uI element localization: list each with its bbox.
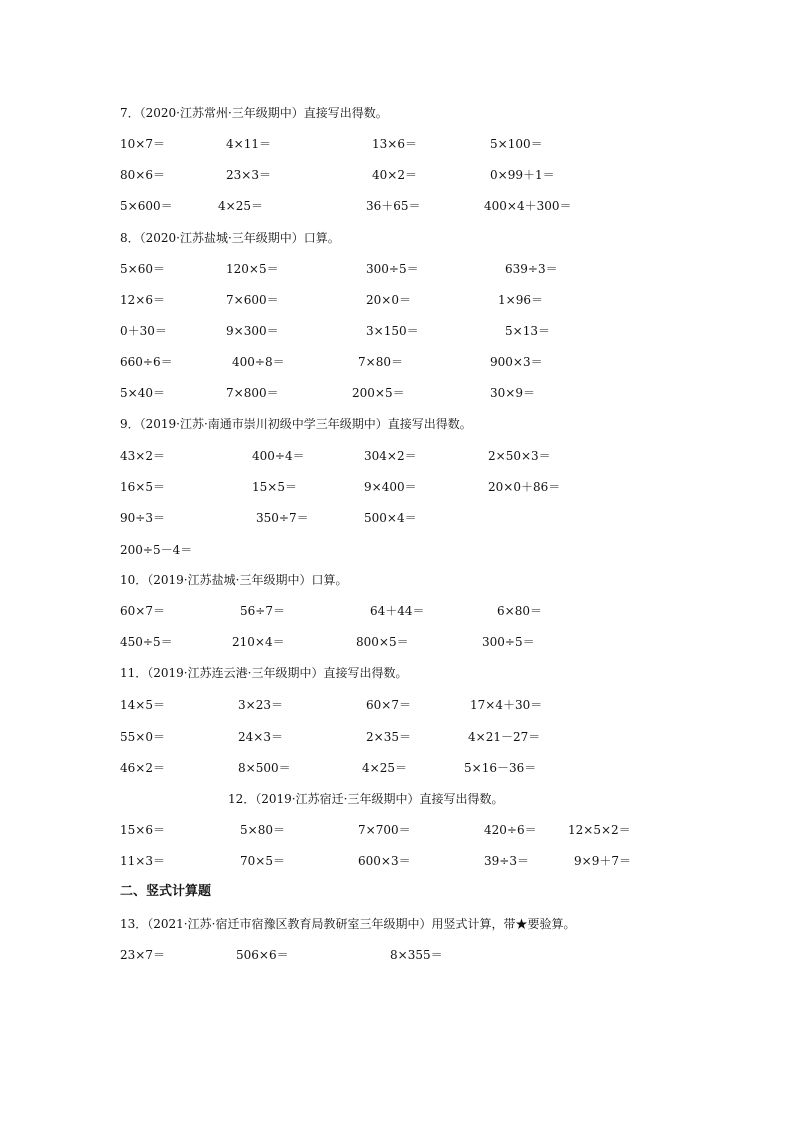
- problem: 4×21－27＝: [468, 730, 541, 744]
- problem: 4×25＝: [362, 761, 407, 775]
- problem: 9×400＝: [364, 480, 417, 494]
- problem: 14×5＝: [120, 698, 165, 712]
- problem: 300÷5＝: [366, 262, 419, 276]
- problem: 15×5＝: [252, 480, 297, 494]
- problem: 639÷3＝: [505, 262, 558, 276]
- question-9-heading: 9．（2019·江苏·南通市崇川初级中学三年级期中）直接写出得数。: [120, 417, 472, 431]
- problem: 7×600＝: [226, 293, 279, 307]
- problem: 120×5＝: [226, 262, 279, 276]
- problem: 400÷4＝: [252, 449, 305, 463]
- problem: 15×6＝: [120, 823, 165, 837]
- problem: 30×9＝: [490, 386, 535, 400]
- problem: 900×3＝: [490, 355, 543, 369]
- problem: 13×6＝: [372, 137, 417, 151]
- problem: 304×2＝: [364, 449, 417, 463]
- problem: 9×9＋7＝: [574, 854, 631, 868]
- problem: 60×7＝: [366, 698, 411, 712]
- problem: 56÷7＝: [240, 604, 285, 618]
- problem: 420÷6＝: [484, 823, 537, 837]
- problem: 5×600＝: [120, 199, 173, 213]
- problem: 12×6＝: [120, 293, 165, 307]
- problem: 5×80＝: [240, 823, 285, 837]
- problem: 200×5＝: [352, 386, 405, 400]
- problem: 7×700＝: [358, 823, 411, 837]
- problem: 55×0＝: [120, 730, 165, 744]
- problem: 10×7＝: [120, 137, 165, 151]
- problem: 5×13＝: [505, 324, 550, 338]
- problem: 7×800＝: [226, 386, 279, 400]
- problem: 24×3＝: [238, 730, 283, 744]
- problem: 90÷3＝: [120, 511, 165, 525]
- problem: 64＋44＝: [370, 604, 425, 618]
- problem: 3×23＝: [238, 698, 283, 712]
- problem: 43×2＝: [120, 449, 165, 463]
- problem: 300÷5＝: [482, 635, 535, 649]
- problem: 0＋30＝: [120, 324, 167, 338]
- problem: 600×3＝: [358, 854, 411, 868]
- problem: 1×96＝: [498, 293, 543, 307]
- problem: 70×5＝: [240, 854, 285, 868]
- problem: 23×3＝: [226, 168, 271, 182]
- problem: 506×6＝: [236, 948, 289, 962]
- problem: 20×0＝: [366, 293, 411, 307]
- problem: 36＋65＝: [366, 199, 421, 213]
- problem: 40×2＝: [372, 168, 417, 182]
- problem: 4×11＝: [226, 137, 271, 151]
- problem: 23×7＝: [120, 948, 165, 962]
- problem: 7×80＝: [358, 355, 403, 369]
- problem: 39÷3＝: [484, 854, 529, 868]
- problem: 2×35＝: [366, 730, 411, 744]
- problem: 200÷5－4＝: [120, 543, 193, 557]
- problem: 4×25＝: [218, 199, 263, 213]
- problem: 660÷6＝: [120, 355, 173, 369]
- problem: 46×2＝: [120, 761, 165, 775]
- problem: 400×4＋300＝: [484, 199, 572, 213]
- problem: 80×6＝: [120, 168, 165, 182]
- problem: 6×80＝: [497, 604, 542, 618]
- problem: 5×60＝: [120, 262, 165, 276]
- question-13-heading: 13．（2021·江苏·宿迁市宿豫区教育局教研室三年级期中）用竖式计算，带★要验算。: [120, 917, 576, 931]
- problem: 20×0＋86＝: [488, 480, 561, 494]
- section-title: 二、竖式计算题: [120, 884, 212, 899]
- question-12-heading: 12．（2019·江苏宿迁·三年级期中）直接写出得数。: [228, 792, 504, 806]
- question-11-heading: 11．（2019·江苏连云港·三年级期中）直接写出得数。: [120, 666, 408, 680]
- problem: 17×4＋30＝: [470, 698, 543, 712]
- problem: 210×4＝: [232, 635, 285, 649]
- problem: 0×99＋1＝: [490, 168, 555, 182]
- problem: 5×100＝: [490, 137, 543, 151]
- problem: 5×40＝: [120, 386, 165, 400]
- problem: 60×7＝: [120, 604, 165, 618]
- question-10-heading: 10．（2019·江苏盐城·三年级期中）口算。: [120, 573, 348, 587]
- problem: 450÷5＝: [120, 635, 173, 649]
- problem: 400÷8＝: [232, 355, 285, 369]
- problem: 12×5×2＝: [568, 823, 631, 837]
- problem: 9×300＝: [226, 324, 279, 338]
- problem: 5×16－36＝: [464, 761, 537, 775]
- problem: 350÷7＝: [256, 511, 309, 525]
- question-8-heading: 8．（2020·江苏盐城·三年级期中）口算。: [120, 231, 340, 245]
- problem: 11×3＝: [120, 854, 165, 868]
- problem: 2×50×3＝: [488, 449, 551, 463]
- problem: 800×5＝: [356, 635, 409, 649]
- problem: 16×5＝: [120, 480, 165, 494]
- problem: 8×355＝: [390, 948, 443, 962]
- problem: 8×500＝: [238, 761, 291, 775]
- question-7-heading: 7．（2020·江苏常州·三年级期中）直接写出得数。: [120, 106, 388, 120]
- problem: 3×150＝: [366, 324, 419, 338]
- problem: 500×4＝: [364, 511, 417, 525]
